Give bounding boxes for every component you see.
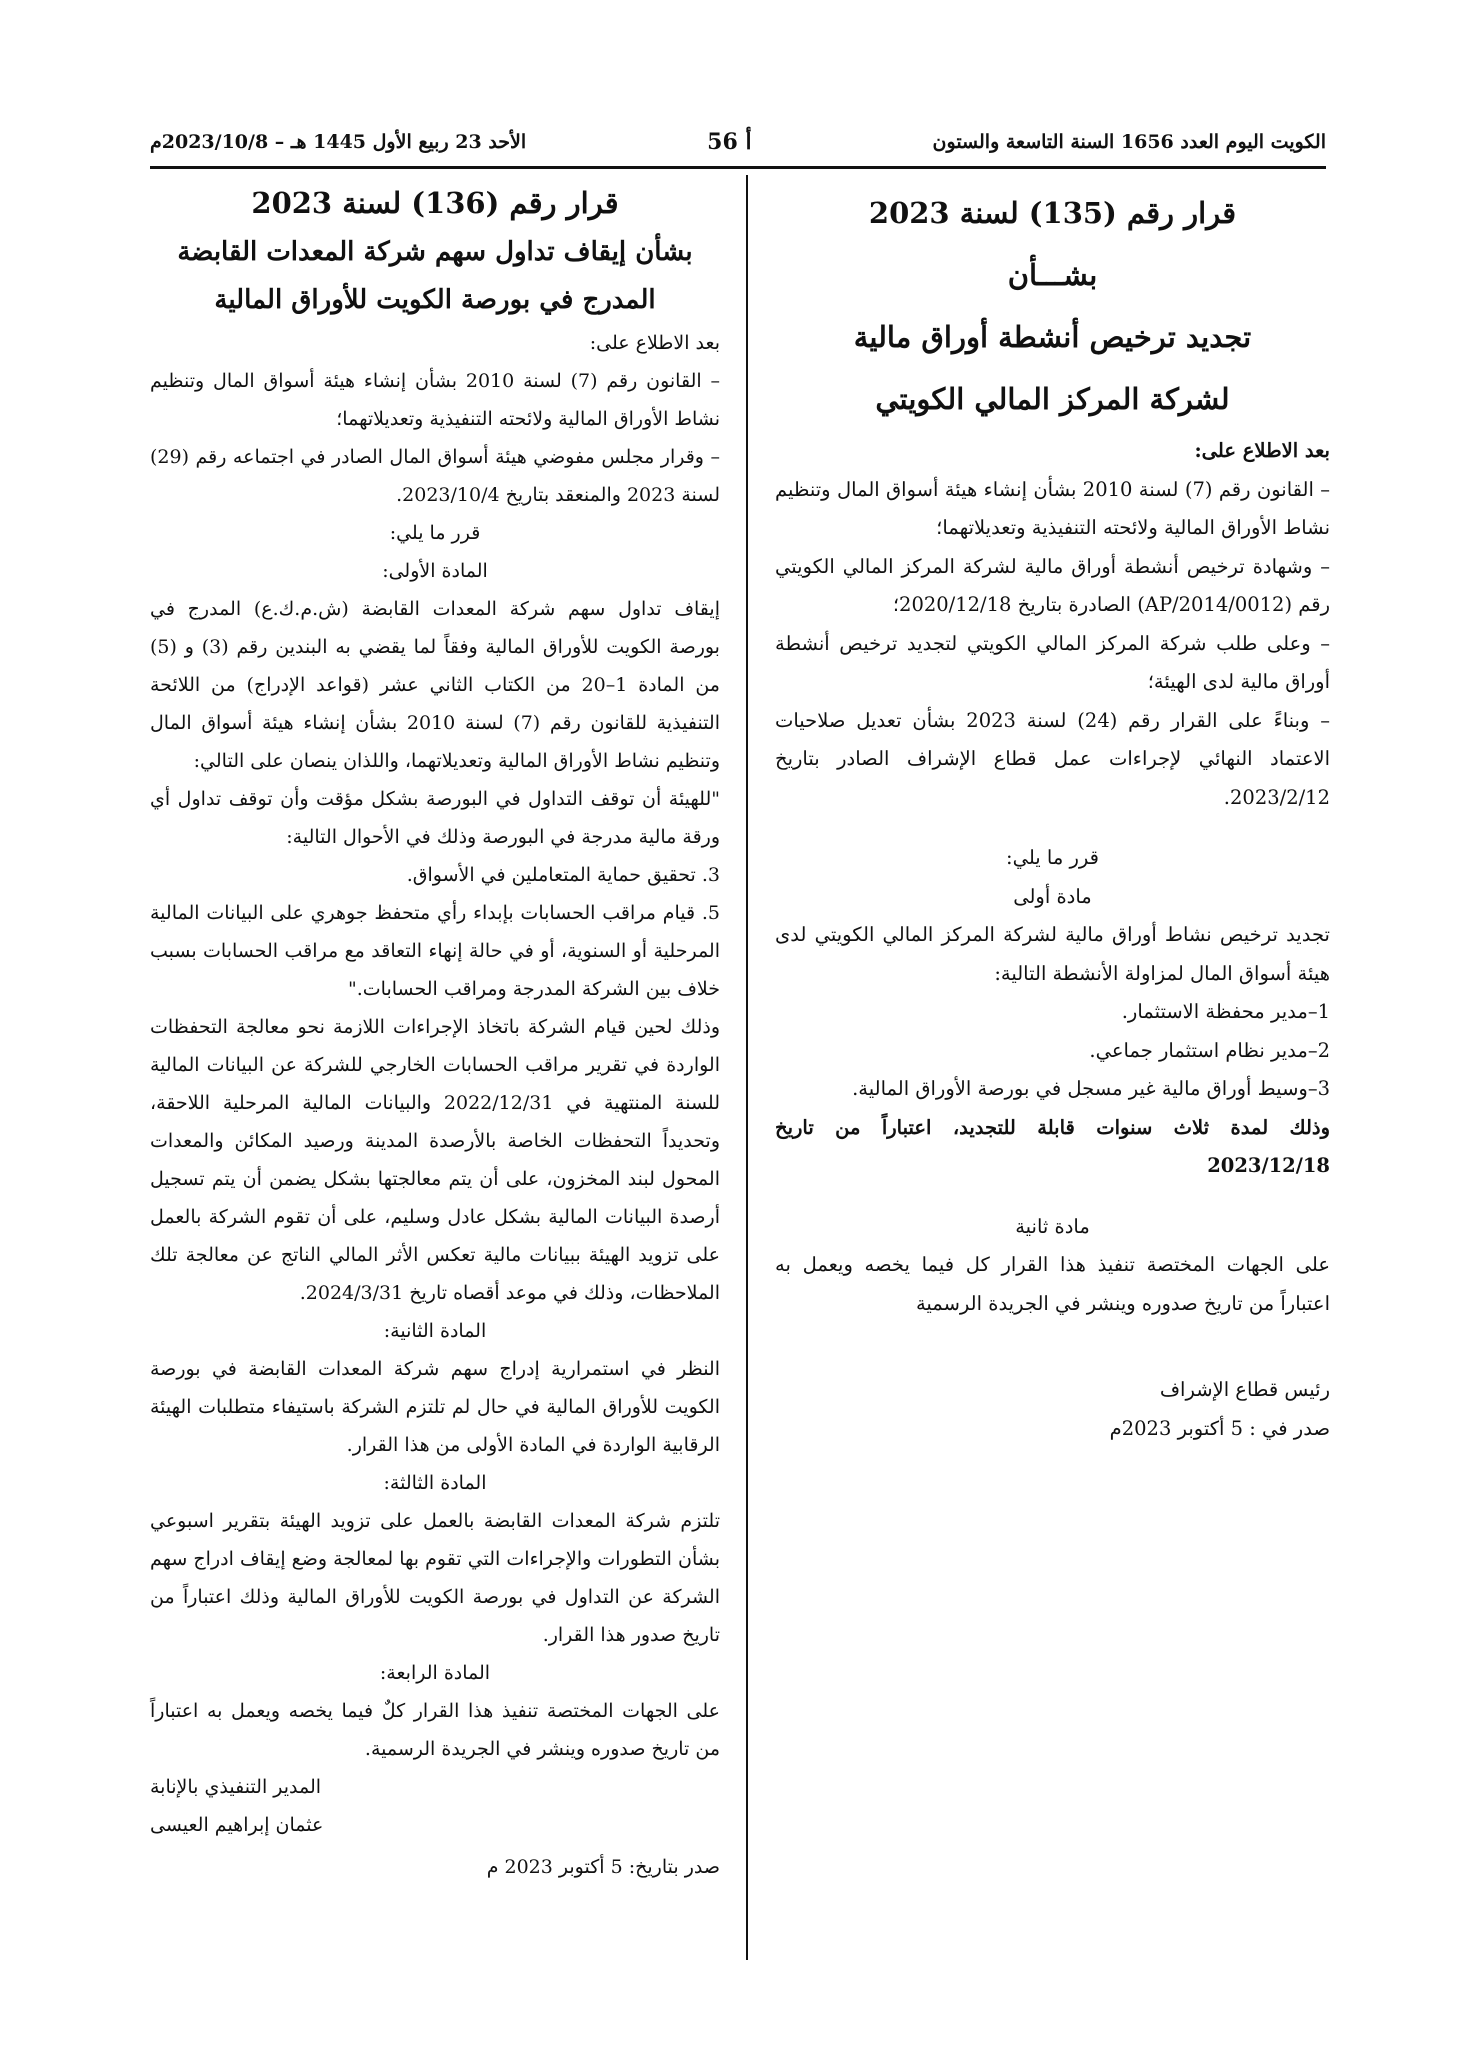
decision-135-article-2-text: على الجهات المختصة تنفيذ هذا القرار كل فيما يخصه ويعمل به اعتباراً من تاريخ صدوره وينشر في الجريدة الرسمية xyxy=(775,1253,1330,1315)
decision-135-issued: صدر في : 5 أكتوبر 2023م xyxy=(1109,1416,1330,1440)
decision-135-clause: – القانون رقم (7) لسنة 2010 بشأن إنشاء هيئة أسواق المال وتنظيم نشاط الأوراق المالية ولائحته التنفيذية وتعديلاتهما؛ xyxy=(775,477,1330,539)
decision-136-clause: – القانون رقم (7) لسنة 2010 بشأن إنشاء هيئة أسواق المال وتنظيم نشاط الأوراق المالية ولائحته التنفيذية وتعديلاتهما؛ xyxy=(150,370,720,430)
decision-136-article-4-heading: المادة الرابعة: xyxy=(379,1662,491,1684)
decision-135-article-1-heading: مادة أولى xyxy=(1013,884,1092,908)
decision-135-subject-2: لشركة المركز المالي الكويتي xyxy=(875,382,1230,416)
header-issue-info: الكويت اليوم العدد 1656 السنة التاسعة والستون xyxy=(932,131,1326,153)
decision-135-clause: – وبناءً على القرار رقم (24) لسنة 2023 بشأن تعديل صلاحيات الاعتماد النهائي لإجراءات عمل قطاع الإشراف الصادر بتاريخ 2023/2/12. xyxy=(775,708,1330,809)
decision-136-subject-2: المدرج في بورصة الكويت للأوراق المالية xyxy=(214,285,656,315)
decision-135-article-1-text: تجديد ترخيص نشاط أوراق مالية لشركة المركز المالي الكويتي لدى هيئة أسواق المال لمزاولة الأنشطة التالية: xyxy=(775,923,1330,985)
decision-136-article-1-text: إيقاف تداول سهم شركة المعدات القابضة (ش.م.ك.ع) المدرج في بورصة الكويت للأوراق المالية وفقاً لما يقضي به البندين رقم (3) و (5) من المادة 1–20 من الكتاب الثاني عشر (قواعد الإدراج) من اللائحة التنفيذية للقانون رقم (7) لسنة 2010 بشأن إنشاء هيئة أسواق المال وتنظيم نشاط الأوراق المالية وتعديلاتهما، واللذان ينصان على التالي: xyxy=(150,598,720,772)
decision-136-article-1-continuation: وذلك لحين قيام الشركة باتخاذ الإجراءات اللازمة نحو معالجة التحفظات الواردة في تقرير مراقب الحسابات الخارجي للشركة عن البيانات المالية للسنة المنتهية في 2022/12/31 والبيانات المالية المرحلية اللاحقة، وتحديداً التحفظات الخاصة بالأرصدة المدينة ورصيد المكائن والمعدات المحول لبند المخزون، على أن يتم معالجتها بشكل يضمن أن يتم تسجيل أرصدة البيانات المالية بشكل عادل وسليم، على أن تقوم الشركة بالعمل على تزويد الهيئة ببيانات مالية تعكس الأثر المالي الناتج عن معالجة تلك الملاحظات، وذلك في موعد أقصاه تاريخ 2024/3/31. xyxy=(150,1016,720,1304)
decision-135-signatory: رئيس قطاع الإشراف xyxy=(1159,1378,1330,1401)
header-date: الأحد 23 ربيع الأول 1445 هـ – 2023/10/8م xyxy=(150,131,527,153)
decision-136-article-3-text: تلتزم شركة المعدات القابضة بالعمل على تزويد الهيئة بتقرير اسبوعي بشأن التطورات والإجراءات التي تقوم بها لمعالجة وضع إيقاف ادراج سهم الشركة عن التداول في بورصة الكويت للأوراق المالية وذلك اعتباراً من تاريخ صدور هذا القرار. xyxy=(150,1510,720,1646)
decision-135-activity: 2–مدير نظام استثمار جماعي. xyxy=(1089,1038,1330,1062)
decision-136-preamble: بعد الاطلاع على: xyxy=(589,332,720,354)
decision-136-resolved: قرر ما يلي: xyxy=(389,522,481,544)
page-header xyxy=(150,118,1326,169)
decision-136-title: قرار رقم (136) لسنة 2023 xyxy=(251,186,619,220)
decision-136-quote-intro: "للهيئة أن توقف التداول في البورصة بشكل مؤقت وأن توقف تداول أي ورقة مالية مدرجة في البورصة وذلك في الأحوال التالية: xyxy=(150,788,720,848)
decision-136-column xyxy=(150,178,720,1886)
decision-135-activity: 1–مدير محفظة الاستثمار. xyxy=(1121,1000,1330,1023)
column-divider xyxy=(746,175,748,1960)
decision-135-regarding: بشـــأن xyxy=(1007,258,1098,292)
decision-135-subject-1: تجديد ترخيص أنشطة أوراق مالية xyxy=(853,320,1252,354)
decision-136-subject-1: بشأن إيقاف تداول سهم شركة المعدات القابضة xyxy=(177,237,693,267)
decision-136-article-2-text: النظر في استمرارية إدراج سهم شركة المعدات القابضة في بورصة الكويت للأوراق المالية في حال لم تلتزم الشركة باستيفاء متطلبات الهيئة الرقابية الواردة في المادة الأولى من هذا القرار. xyxy=(150,1358,720,1456)
decision-136-signatory-name: عثمان إبراهيم العيسى xyxy=(150,1814,324,1836)
decision-136-quote-item: 3. تحقيق حماية المتعاملين في الأسواق. xyxy=(406,864,720,886)
decision-136-clause: – وقرار مجلس مفوضي هيئة أسواق المال الصادر في اجتماعه رقم (29) لسنة 2023 والمنعقد بتاريخ 2023/10/4. xyxy=(150,446,720,506)
decision-136-article-4-text: على الجهات المختصة تنفيذ هذا القرار كلٌ فيما يخصه ويعمل به اعتباراً من تاريخ صدوره وينشر في الجريدة الرسمية. xyxy=(150,1700,720,1760)
decision-135-activity: 3–وسيط أوراق مالية غير مسجل في بورصة الأوراق المالية. xyxy=(852,1077,1330,1100)
decision-135-resolved: قرر ما يلي: xyxy=(1006,846,1099,869)
decision-135-clause: – وشهادة ترخيص أنشطة أوراق مالية لشركة المركز المالي الكويتي رقم (AP/2014/0012) الصادرة بتاريخ 2020/12/18؛ xyxy=(775,554,1330,616)
decision-136-issued: صدر بتاريخ: 5 أكتوبر 2023 م xyxy=(486,1856,720,1878)
decision-135-title: قرار رقم (135) لسنة 2023 xyxy=(868,196,1237,230)
decision-135-column xyxy=(775,178,1330,1448)
header-page-number: أ 56 xyxy=(707,129,752,155)
decision-136-article-1-heading: المادة الأولى: xyxy=(382,560,488,582)
decision-136-signatory-title: المدير التنفيذي بالإنابة xyxy=(150,1776,322,1798)
decision-135-clause: – وعلى طلب شركة المركز المالي الكويتي لتجديد ترخيص أنشطة أوراق مالية لدى الهيئة؛ xyxy=(775,631,1330,693)
decision-135-duration: وذلك لمدة ثلاث سنوات قابلة للتجديد، اعتباراً من تاريخ 2023/12/18 xyxy=(775,1115,1330,1177)
decision-135-article-2-heading: مادة ثانية xyxy=(1015,1214,1090,1238)
decision-136-article-3-heading: المادة الثالثة: xyxy=(383,1472,487,1494)
decision-136-article-2-heading: المادة الثانية: xyxy=(383,1320,487,1342)
decision-136-quote-item: 5. قيام مراقب الحسابات بإبداء رأي متحفظ جوهري على البيانات المالية المرحلية أو السنوية، أو في حالة إنهاء التعاقد مع مراقب الحسابات بسبب خلاف بين الشركة المدرجة ومراقب الحسابات." xyxy=(150,902,720,1000)
decision-135-preamble: بعد الاطلاع على: xyxy=(1194,439,1330,462)
